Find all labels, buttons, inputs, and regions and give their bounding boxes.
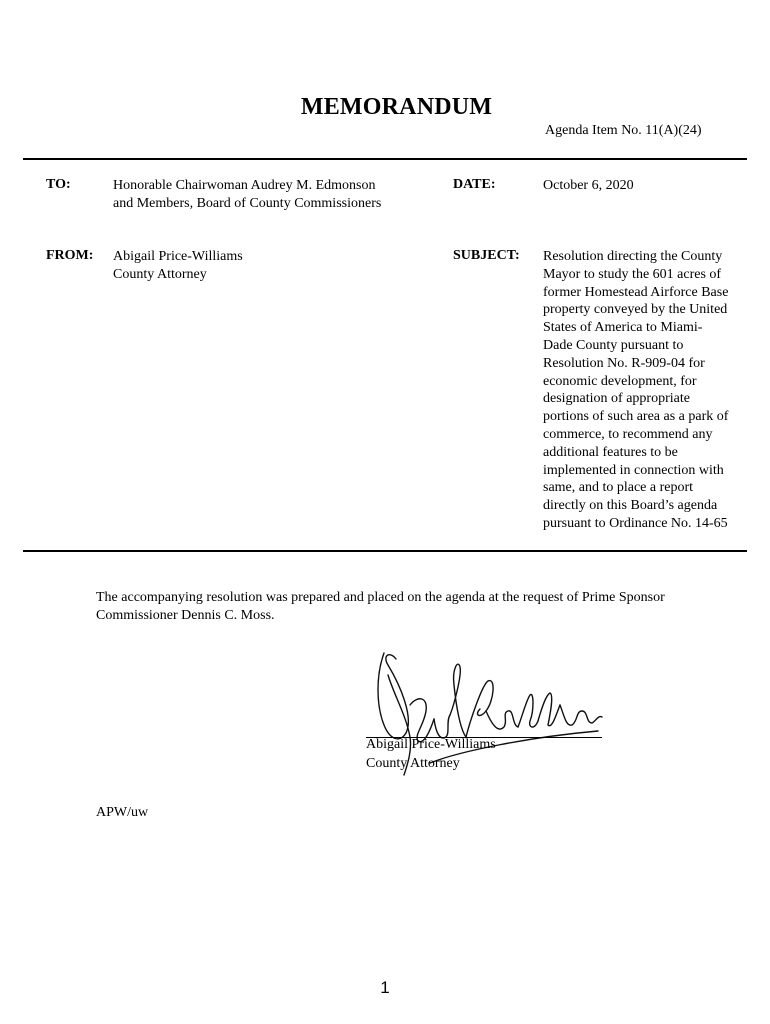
subject-text <box>543 248 755 533</box>
bottom-divider <box>23 550 747 552</box>
subject-line: pursuant to Ordinance No. 14-65 <box>543 515 728 531</box>
subject-line: Mayor to study the 601 acres of <box>543 266 722 282</box>
subject-line: property conveyed by the United <box>543 302 728 318</box>
to-line: and Members, Board of County Commissioners <box>113 195 382 211</box>
subject-label: SUBJECT: <box>453 248 520 263</box>
subject-line: designation of appropriate <box>543 391 690 407</box>
handwritten-signature <box>370 645 620 795</box>
to-label: TO: <box>46 177 71 192</box>
from-line: Abigail Price-Williams <box>113 249 243 264</box>
date-label: DATE: <box>453 177 496 192</box>
subject-line: economic development, for <box>543 373 697 389</box>
signatory-title: County Attorney <box>366 756 460 771</box>
body-line: Commissioner Dennis C. Moss. <box>96 607 275 623</box>
date-value: October 6, 2020 <box>543 178 634 193</box>
subject-line: additional features to be <box>543 444 678 460</box>
subject-line: Resolution No. R-909-04 for <box>543 355 705 371</box>
subject-line: portions of such area as a park of <box>543 409 729 425</box>
signatory-name: Abigail Price-Williams <box>366 737 496 752</box>
subject-line: implemented in connection with <box>543 462 724 478</box>
body-paragraph <box>96 589 736 625</box>
to-recipient <box>113 177 433 213</box>
agenda-item-number: Agenda Item No. 11(A)(24) <box>545 123 702 138</box>
subject-line: commerce, to recommend any <box>543 426 713 442</box>
from-label: FROM: <box>46 248 94 263</box>
subject-line: former Homestead Airforce Base <box>543 284 729 300</box>
typist-initials: APW/uw <box>96 805 149 820</box>
subject-line: directly on this Board’s agenda <box>543 498 718 514</box>
memo-title: MEMORANDUM <box>300 94 493 120</box>
subject-line: States of America to Miami- <box>543 320 703 336</box>
body-line: The accompanying resolution was prepared and placed on the agenda at the request of Prime Sponsor <box>96 590 665 605</box>
page-number: 1 <box>380 978 390 997</box>
from-line: County Attorney <box>113 266 207 282</box>
from-sender <box>113 248 433 284</box>
to-line: Honorable Chairwoman Audrey M. Edmonson <box>113 178 376 193</box>
subject-line: Dade County pursuant to <box>543 337 684 353</box>
subject-line: Resolution directing the County <box>543 249 723 264</box>
subject-line: same, and to place a report <box>543 480 694 496</box>
top-divider <box>23 158 747 160</box>
